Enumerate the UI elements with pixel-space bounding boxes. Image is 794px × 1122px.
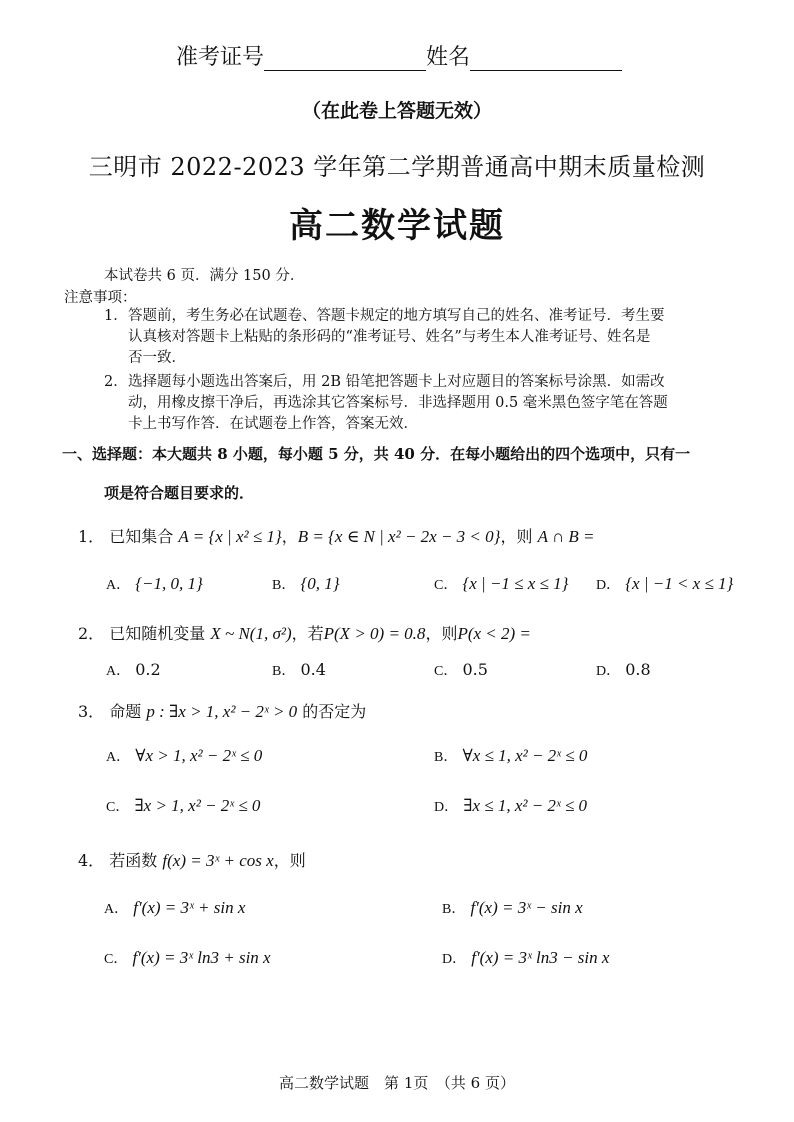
math-expr: B = {x ∈ N | x² − 2x − 3 < 0} [297, 527, 501, 546]
option-label: A． [104, 902, 129, 917]
notice-2-line-1: 选择题每小题选出答案后，用 2B 铅笔把答题卡上对应题目的答案标号涂黑．如需改 [128, 374, 665, 390]
question-3-option-a [106, 746, 262, 766]
math-expr: P(X > 0) = 0.8 [323, 624, 426, 643]
notice-2-line-3: 卡上书写作答．在试题卷上作答，答案无效． [128, 416, 418, 432]
question-3-option-b [434, 746, 587, 766]
question-3-option-c [106, 796, 260, 816]
pages-note: 本试卷共 6 页．满分 150 分． [104, 268, 305, 284]
section-1-heading-line-1: 一、选择题：本大题共 8 小题，每小题 5 分，共 40 分．在每小题给出的四个选项中，只有一 [62, 445, 691, 463]
stem-text: ， [281, 527, 298, 546]
question-3-stem [78, 699, 366, 722]
question-number: 4． [78, 851, 105, 870]
option-label: A． [106, 750, 131, 765]
question-1-option-a [106, 574, 203, 594]
option-text: {x | −1 < x ≤ 1} [625, 574, 734, 593]
option-label: C． [434, 578, 458, 593]
question-4-option-c [104, 948, 271, 968]
option-label: C． [104, 952, 128, 967]
notice-1-line-3: 否一致． [128, 350, 186, 366]
question-number: 2． [78, 624, 105, 643]
option-text: {−1, 0, 1} [135, 574, 203, 593]
candidate-info-line [176, 40, 622, 71]
stem-text: ，则 [425, 624, 458, 643]
notice-heading: 注意事项： [64, 290, 137, 306]
option-label: C． [106, 800, 130, 815]
invalid-answer-note: （在此卷上答题无效） [301, 100, 492, 122]
name-label: 姓名 [426, 45, 471, 70]
math-expr: p : ∃x > 1, x² − 2ˣ > 0 [146, 702, 298, 721]
question-2-option-d [596, 660, 651, 680]
section-1-heading-line-2: 项是符合题目要求的． [104, 484, 255, 502]
option-label: D． [434, 800, 459, 815]
option-text: 0.4 [300, 660, 326, 679]
option-label: C． [434, 664, 458, 679]
option-label: D． [442, 952, 467, 967]
question-1-stem [78, 524, 595, 547]
question-4-stem [78, 848, 306, 871]
option-label: B． [272, 578, 296, 593]
math-expr: A = {x | x² ≤ 1} [178, 527, 282, 546]
stem-text: 的否定为 [302, 702, 367, 721]
option-label: B． [434, 750, 458, 765]
option-text: 0.2 [135, 660, 161, 679]
math-expr: P(x < 2) = [457, 624, 531, 643]
option-text: f′(x) = 3ˣ + sin x [133, 898, 246, 917]
question-number: 3． [78, 702, 105, 721]
stem-text: 若函数 [109, 851, 158, 870]
option-label: D． [596, 578, 621, 593]
stem-text: ，若 [291, 624, 324, 643]
stem-text: ，则 [500, 527, 533, 546]
option-label: A． [106, 578, 131, 593]
math-expr: A ∩ B = [537, 527, 595, 546]
question-3-option-d [434, 796, 587, 816]
question-2-option-a [106, 660, 161, 680]
stem-text: ，则 [273, 851, 306, 870]
option-text: {x | −1 ≤ x ≤ 1} [462, 574, 569, 593]
option-text: 0.5 [462, 660, 488, 679]
notice-1-line-1: 答题前，考生务必在试题卷、答题卡规定的地方填写自己的姓名、准考证号．考生要 [128, 308, 665, 324]
option-text: ∃x ≤ 1, x² − 2ˣ ≤ 0 [463, 796, 588, 815]
stem-text: 命题 [109, 702, 142, 721]
option-label: D． [596, 664, 621, 679]
notice-number: 1． [104, 308, 128, 324]
option-text: f′(x) = 3ˣ − sin x [470, 898, 583, 917]
question-1-option-b [272, 574, 340, 594]
question-1-option-d [596, 574, 733, 594]
notice-1-line-2: 认真核对答题卡上粘贴的条形码的“准考证号、姓名”与考生本人准考证号、姓名是 [128, 329, 651, 345]
question-2-stem [78, 621, 531, 644]
option-text: {0, 1} [300, 574, 340, 593]
question-4-option-d [442, 948, 609, 968]
option-label: B． [272, 664, 296, 679]
option-label: B． [442, 902, 466, 917]
question-4-option-a [104, 898, 245, 918]
question-2-option-c [434, 660, 488, 680]
name-blank [470, 48, 622, 71]
notice-number: 2． [104, 374, 128, 390]
option-label: A． [106, 664, 131, 679]
question-4-option-b [442, 898, 583, 918]
exam-title: 三明市 2022-2023 学年第二学期普通高中期末质量检测 [88, 153, 706, 181]
question-number: 1． [78, 527, 105, 546]
option-text: ∀x > 1, x² − 2ˣ ≤ 0 [135, 746, 263, 765]
stem-text: 已知集合 [109, 527, 174, 546]
paper-title: 高二数学试题 [289, 206, 505, 246]
ticket-number-label: 准考证号 [176, 45, 265, 70]
question-2-option-b [272, 660, 326, 680]
notice-2-line-2: 动，用橡皮擦干净后，再选涂其它答案标号．非选择题用 0.5 毫米黑色签字笔在答题 [128, 395, 668, 411]
option-text: ∃x > 1, x² − 2ˣ ≤ 0 [134, 796, 261, 815]
math-expr: X ~ N(1, σ²) [210, 624, 292, 643]
option-text: 0.8 [625, 660, 651, 679]
option-text: f′(x) = 3ˣ ln3 − sin x [471, 948, 610, 967]
ticket-number-blank [264, 48, 426, 71]
stem-text: 已知随机变量 [109, 624, 206, 643]
option-text: f′(x) = 3ˣ ln3 + sin x [132, 948, 271, 967]
question-1-option-c [434, 574, 568, 594]
page-footer: 高二数学试题 第 1页 （共 6 页） [279, 1074, 515, 1092]
math-expr: f(x) = 3ˣ + cos x [162, 851, 274, 870]
option-text: ∀x ≤ 1, x² − 2ˣ ≤ 0 [462, 746, 588, 765]
